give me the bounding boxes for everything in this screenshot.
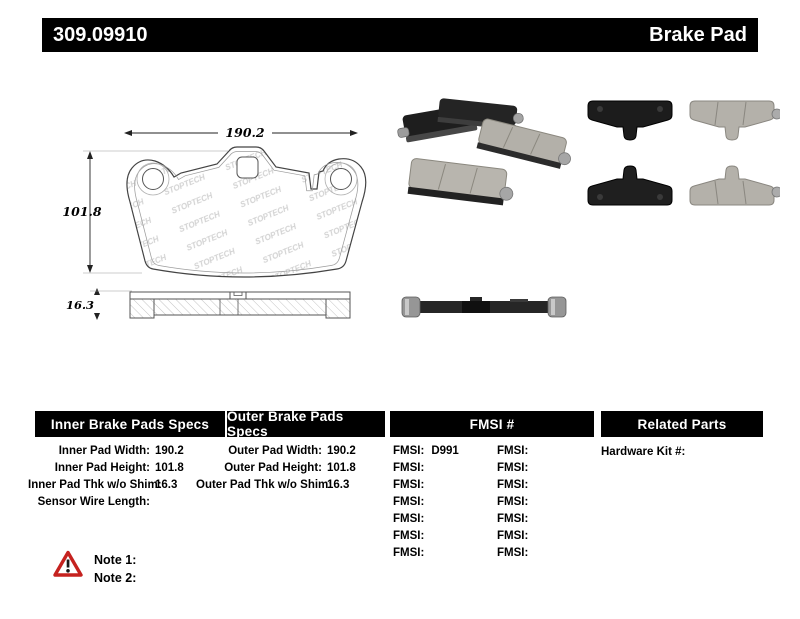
fmsi-label: FMSI: — [393, 445, 425, 457]
fmsi-row — [497, 494, 535, 511]
spec-label: Outer Pad Width: — [228, 445, 322, 457]
fmsi-row — [393, 545, 459, 562]
fmsi-row — [393, 477, 459, 494]
warning-triangle-icon — [53, 550, 83, 578]
spec-row — [196, 443, 356, 460]
black-pad-top — [588, 101, 672, 140]
fmsi-row — [393, 443, 459, 460]
fmsi-label: FMSI: — [497, 479, 529, 491]
spec-row — [196, 460, 356, 477]
fmsi-column-left — [393, 443, 459, 562]
gray-pad-bottom — [690, 166, 780, 205]
fmsi-row — [497, 511, 535, 528]
outer-specs-column — [196, 443, 356, 494]
right-ear-hole — [331, 169, 352, 190]
height-dim-label: 101.8 — [62, 204, 102, 219]
spec-label: Outer Pad Height: — [224, 462, 322, 474]
spec-value: 16.3 — [327, 479, 350, 491]
related-parts-header: Related Parts — [601, 411, 763, 437]
spec-label: Outer Pad Thk w/o Shim: — [196, 479, 333, 491]
left-ear-hole — [143, 169, 164, 190]
notes-section — [94, 552, 136, 587]
fmsi-row — [393, 460, 459, 477]
spec-label: Inner Pad Height: — [54, 462, 150, 474]
spec-value: 101.8 — [155, 462, 184, 474]
fmsi-row — [393, 494, 459, 511]
spec-row — [28, 494, 184, 511]
brake-pad-edge-photo — [400, 288, 568, 328]
spec-value: 16.3 — [155, 479, 178, 491]
title-bar — [42, 18, 758, 52]
width-dim-label: 190.2 — [225, 125, 265, 140]
related-parts-column — [601, 444, 690, 461]
inner-specs-header: Inner Brake Pads Specs — [35, 411, 225, 437]
thickness-dimension — [90, 288, 132, 320]
fmsi-header: FMSI # — [390, 411, 594, 437]
gray-pad-right — [477, 118, 576, 171]
fmsi-label: FMSI: — [393, 547, 425, 559]
spec-label: Inner Pad Thk w/o Shim: — [28, 479, 162, 491]
black-pad-bottom — [588, 166, 672, 205]
spec-value: 190.2 — [327, 445, 356, 457]
fmsi-label: FMSI: — [393, 530, 425, 542]
related-row — [601, 444, 690, 461]
fmsi-row — [393, 528, 459, 545]
spec-row — [196, 477, 356, 494]
fmsi-label: FMSI: — [393, 462, 425, 474]
spec-row — [28, 477, 184, 494]
fmsi-row — [497, 545, 535, 562]
fmsi-label: FMSI: — [393, 513, 425, 525]
part-number: 309.09910 — [53, 23, 148, 46]
inner-specs-column — [28, 443, 184, 511]
fmsi-label: FMSI: — [497, 513, 529, 525]
spec-value: 190.2 — [155, 445, 184, 457]
pad-side-view — [130, 292, 350, 318]
brake-pad-set-angled-photo — [392, 86, 582, 214]
gray-pad-front — [408, 158, 516, 206]
outer-specs-header: Outer Brake Pads Specs — [227, 411, 385, 437]
fmsi-column-right — [497, 443, 535, 562]
fmsi-row — [497, 460, 535, 477]
thickness-dim-label: 16.3 — [65, 298, 95, 312]
brake-pad-technical-drawing — [60, 116, 380, 331]
spec-value: 101.8 — [327, 462, 356, 474]
fmsi-row — [393, 511, 459, 528]
spec-label: Sensor Wire Length: — [37, 496, 150, 508]
related-label: Hardware Kit #: — [601, 446, 686, 458]
note-2: Note 2: — [94, 570, 137, 585]
fmsi-row — [497, 443, 535, 460]
fmsi-label: FMSI: — [497, 547, 529, 559]
fmsi-label: FMSI: — [497, 462, 529, 474]
fmsi-label: FMSI: — [497, 445, 529, 457]
center-tab-hole — [237, 157, 258, 178]
gray-pad-top — [690, 101, 780, 140]
pad-front-view — [127, 147, 366, 277]
fmsi-label: FMSI: — [497, 496, 529, 508]
brake-pad-set-flat-photo — [584, 90, 780, 216]
fmsi-label: FMSI: — [497, 530, 529, 542]
spec-label: Inner Pad Width: — [58, 445, 150, 457]
fmsi-row — [497, 477, 535, 494]
fmsi-label: FMSI: — [393, 479, 425, 491]
spec-row — [28, 443, 184, 460]
product-name: Brake Pad — [649, 23, 747, 46]
fmsi-row — [497, 528, 535, 545]
note-1: Note 1: — [94, 553, 137, 567]
spec-row — [28, 460, 184, 477]
fmsi-value: D991 — [431, 445, 459, 457]
fmsi-label: FMSI: — [393, 496, 425, 508]
